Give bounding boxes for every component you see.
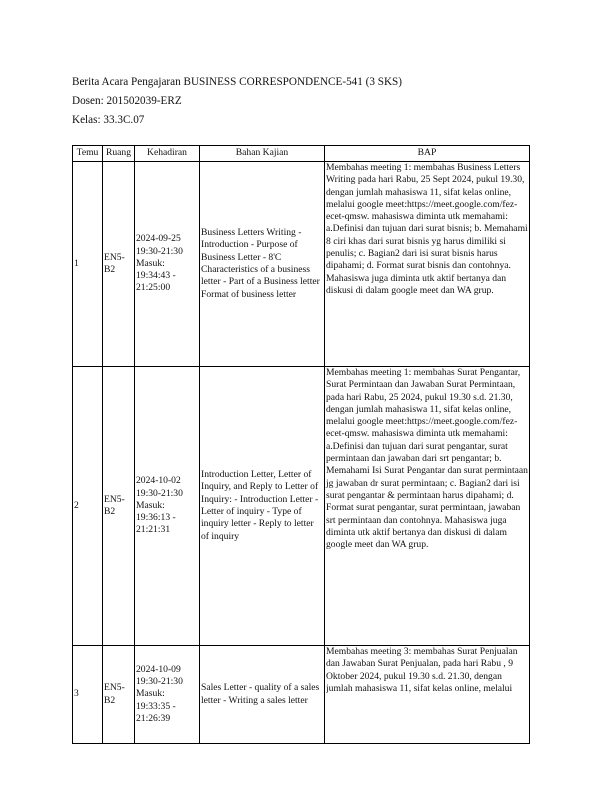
cell-ruang: EN5-B2 [103,646,135,744]
cell-bahan-kajian: Introduction Letter, Letter of Inquiry, and Reply to Letter of Inquiry: - Introduction Letter - Letter of inquiry - Type of inquiry letter - Reply to letter of inquiry [200,367,325,646]
cell-bahan-kajian: Business Letters Writing - Introduction - Purpose of Business Letter - 8'C Characteristics of a business letter - Part of a Business letter Format of business letter [200,162,325,367]
cell-kehadiran: 2024-10-09 19:30-21:30 Masuk: 19:33:35 - 21:26:39 [135,646,200,744]
header-ruang: Ruang [103,146,135,162]
cell-ruang: EN5-B2 [103,162,135,367]
cell-temu: 1 [73,162,103,367]
table-header-row [73,146,530,162]
cell-bap: Membahas meeting 1: membahas Surat Pengantar, Surat Permintaan dan Jawaban Surat Permintaan, pada hari Rabu, 25 2024, pukul 19.30 s.d. 21.30, dengan jumlah mahasiswa 11, sifat kelas online, melalui google meet:https://meet.google.com/fez-ecet-qmsw. mahasiswa diminta utk memahami: a.Definisi dan tujuan dari surat pengantar, surat permintaan dan jawaban dari srt pengantar; b. Memahami Isi Surat Pengantar dan surat permintaan jg jawaban dr surat permintaan; c. Bagian2 dari isi surat pengantar & permintaan harus dipahami; d. Format surat pengantar, surat permintaan, jawaban srt permintaan dan contohnya. Mahasiswa juga diminta utk aktif bertanya dan diskusi di dalam google meet dan WA grup. [325,367,530,646]
table-row [73,367,530,646]
header-temu: Temu [73,146,103,162]
cell-temu: 3 [73,646,103,744]
cell-ruang: EN5-B2 [103,367,135,646]
document-title: Berita Acara Pengajaran BUSINESS CORRESPONDENCE-541 (3 SKS) [72,76,403,88]
teaching-record-table [72,145,530,744]
table-row [73,646,530,744]
table-row [73,162,530,367]
class-line: Kelas: 33.3C.07 [72,114,145,126]
cell-bahan-kajian: Sales Letter - quality of a sales letter - Writing a sales letter [200,646,325,744]
cell-bap: Membahas meeting 1: membahas Business Letters Writing pada hari Rabu, 25 Sept 2024, pukul 19.30, dengan jumlah mahasiswa 11, sifat kelas online, melalui google meet:https://meet.google.com/fez-ecet-qmsw. mahasiswa diminta utk memahami: a.Definisi dan tujuan dari surat bisnis; b. Memahami 8 ciri khas dari surat bisnis yg harus dimiliki si penulis; c. Bagian2 dari isi surat bisnis harus dipahami; d. Format surat bisnis dan contohnya. Mahasiswa juga diminta utk aktif bertanya dan diskusi di dalam google meet dan WA grup. [325,162,530,367]
cell-bap-text: Membahas meeting 3: membahas Surat Penjualan dan Jawaban Surat Penjualan, pada hari Rabu , 9 Oktober 2024, pukul 19.30 s.d. 21.30, dengan jumlah mahasiswa 11, sifat kelas online, melalui [326,646,518,694]
cell-kehadiran: 2024-09-25 19:30-21:30 Masuk: 19:34:43 - 21:25:00 [135,162,200,367]
header-kehadiran: Kehadiran [135,146,200,162]
lecturer-line: Dosen: 201502039-ERZ [72,95,182,107]
cell-temu: 2 [73,367,103,646]
cell-kehadiran: 2024-10-02 19:30-21:30 Masuk: 19:36:13 - 21:21:31 [135,367,200,646]
header-bap: BAP [325,146,530,162]
header-bahan-kajian: Bahan Kajian [200,146,325,162]
cell-bap [325,646,530,744]
